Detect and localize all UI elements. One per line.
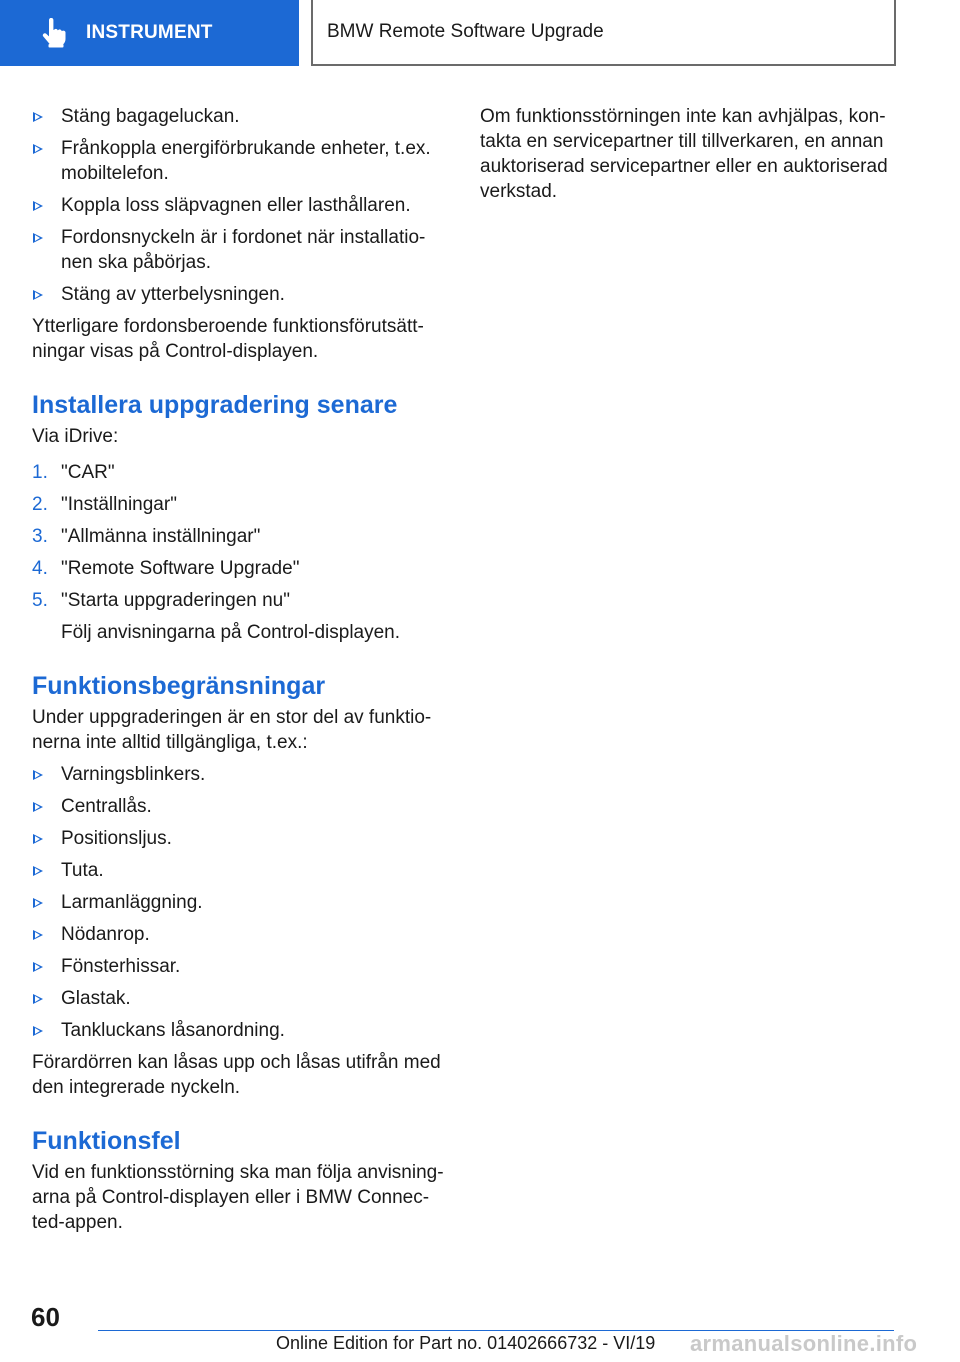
step-text: "Starta uppgraderingen nu" xyxy=(61,590,290,611)
step-number: 4. xyxy=(32,558,48,579)
heading-malfunction: Funktionsfel xyxy=(32,1127,181,1155)
door-paragraph: Förardörren kan låsas upp och låsas utifrån med den integrerade nyckeln. xyxy=(32,1052,441,1098)
triangle-bullet-icon xyxy=(33,898,43,908)
step-text: "Allmänna inställningar" xyxy=(61,526,261,547)
service-paragraph: Om funktionsstörningen inte kan avhjälpas, kontakta en servicepartner till tillverkaren, en annan auktoriserad servicepartner eller en auktoriserad verkstad. xyxy=(480,106,888,202)
limitations-paragraph: Under uppgraderingen är en stor del av funktionerna inte alltid tillgängliga, t.ex.: xyxy=(32,707,432,753)
triangle-bullet-icon xyxy=(33,112,43,122)
triangle-bullet-icon xyxy=(33,994,43,1004)
list-item: Centrallås. xyxy=(32,794,444,819)
right-column xyxy=(480,104,892,211)
page-number: 60 xyxy=(31,1302,60,1332)
triangle-bullet-icon xyxy=(33,802,43,812)
list-item: Tuta. xyxy=(32,858,444,883)
step-text: "CAR" xyxy=(61,462,115,483)
triangle-bullet-icon xyxy=(33,290,43,300)
triangle-bullet-icon xyxy=(33,144,43,154)
list-item: Stäng bagageluckan. xyxy=(32,104,444,129)
triangle-bullet-icon xyxy=(33,201,43,211)
step-item xyxy=(32,524,444,549)
heading-install-later: Installera uppgradering senare xyxy=(32,391,398,419)
page-title-box xyxy=(311,0,896,66)
triangle-bullet-icon xyxy=(33,930,43,940)
step-number: 3. xyxy=(32,526,48,547)
list-item: Glastak. xyxy=(32,986,444,1011)
install-steps-list xyxy=(32,460,444,613)
step-item xyxy=(32,492,444,517)
list-item: Koppla loss släpvagnen eller lasthållaren. xyxy=(32,193,444,218)
conditions-paragraph: Ytterligare fordonsberoende funktionsförutsättningar visas på Control-displayen. xyxy=(32,316,424,362)
list-item: Stäng av ytterbelysningen. xyxy=(32,282,444,307)
triangle-bullet-icon xyxy=(33,770,43,780)
page-title: BMW Remote Software Upgrade xyxy=(327,21,604,42)
section-tab[interactable] xyxy=(0,0,299,66)
preconditions-list xyxy=(32,104,444,307)
list-item: Frånkoppla energiförbrukande enheter, t.ex. mobiltelefon. xyxy=(32,136,444,186)
malfunction-paragraph: Vid en funktionsstörning ska man följa anvisningarna på Control-displayen eller i BMW Connected-appen. xyxy=(32,1162,444,1233)
list-item: Varningsblinkers. xyxy=(32,762,444,787)
triangle-bullet-icon xyxy=(33,1026,43,1036)
step-number: 5. xyxy=(32,590,48,611)
watermark: armanualsonline.info xyxy=(690,1331,918,1356)
section-label: INSTRUMENT xyxy=(86,22,213,43)
list-item: Larmanläggning. xyxy=(32,890,444,915)
step-text: "Inställningar" xyxy=(61,494,177,515)
list-item: Fordonsnyckeln är i fordonet när installationen ska påbörjas. xyxy=(32,225,444,275)
triangle-bullet-icon xyxy=(33,962,43,972)
list-item: Tankluckans låsanordning. xyxy=(32,1018,444,1043)
triangle-bullet-icon xyxy=(33,233,43,243)
left-column xyxy=(32,104,444,1242)
pointing-hand-icon xyxy=(40,18,68,48)
step-item xyxy=(32,588,444,613)
via-idrive-label: Via iDrive: xyxy=(32,426,119,447)
step-text: "Remote Software Upgrade" xyxy=(61,558,300,579)
triangle-bullet-icon xyxy=(33,834,43,844)
step-number: 2. xyxy=(32,494,48,515)
heading-limitations: Funktionsbegränsningar xyxy=(32,672,326,700)
list-item: Nödanrop. xyxy=(32,922,444,947)
edition-text: Online Edition for Part no. 01402666732 - VI/19 xyxy=(276,1333,656,1353)
step-item xyxy=(32,460,444,485)
limitations-list xyxy=(32,762,444,1043)
step-item xyxy=(32,556,444,581)
list-item: Fönsterhissar. xyxy=(32,954,444,979)
list-item: Positionsljus. xyxy=(32,826,444,851)
step-note: Följ anvisningarna på Control-displayen. xyxy=(61,622,401,643)
step-number: 1. xyxy=(32,462,48,483)
triangle-bullet-icon xyxy=(33,866,43,876)
